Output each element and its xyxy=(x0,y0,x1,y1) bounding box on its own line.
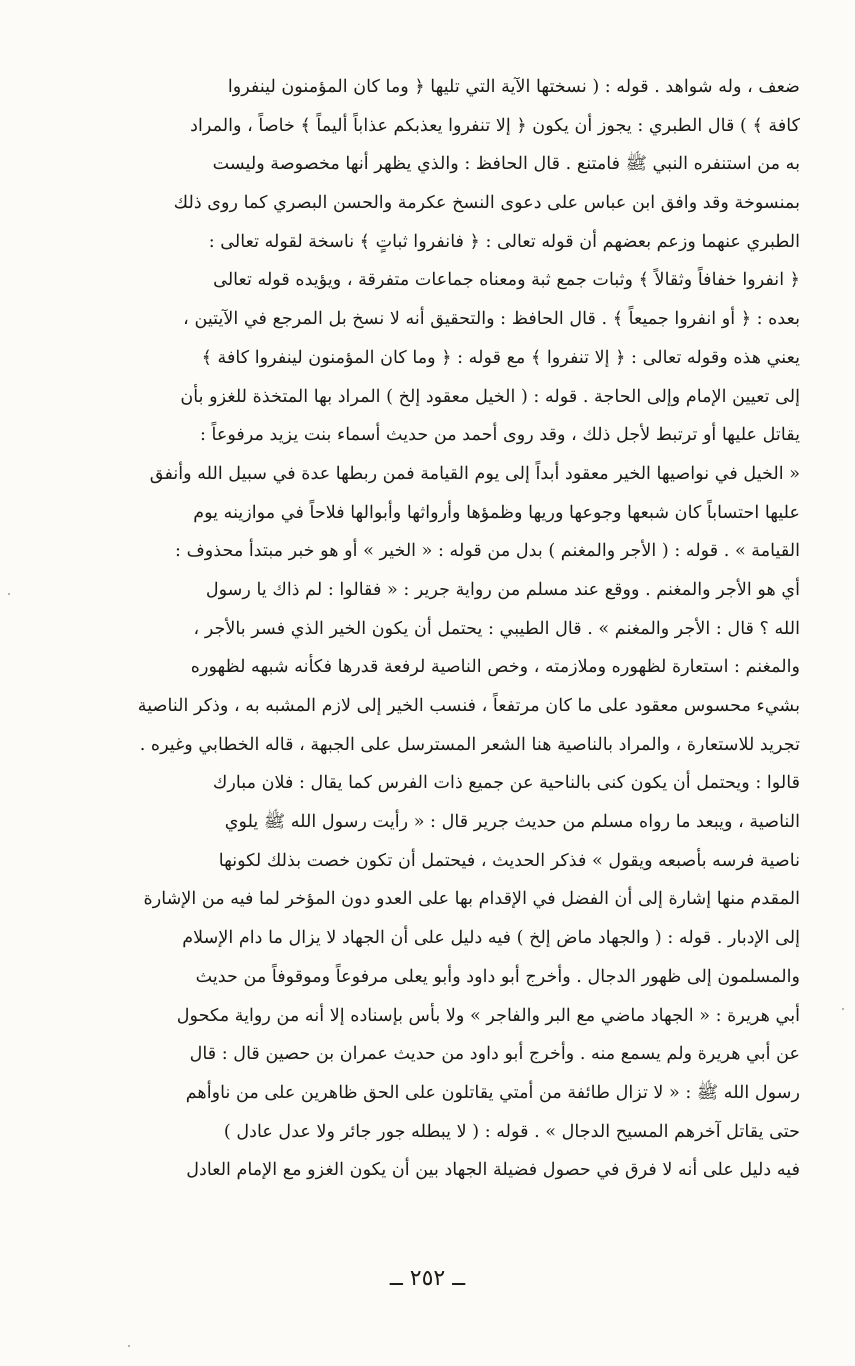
text-line: حتى يقاتل آخرهم المسيح الدجال » . قوله : ( لا يبطله جور جائر ولا عدل عادل ) xyxy=(223,1121,800,1142)
text-line: والمسلمون إلى ظهور الدجال . وأخرج أبو داود وأبو يعلى مرفوعاً وموقوفاً من حديث xyxy=(195,966,800,987)
text-line: بشيء محسوس معقود على ما كان مرتفعاً ، فنسب الخير إلى لازم المشبه به ، وذكر الناصية xyxy=(137,696,800,716)
text-line: ﴿ انفروا خفافاً وثقالاً ﴾ وثبات جمع ثبة ومعناه جماعات متفرقة ، ويؤيده قوله تعالى xyxy=(213,270,800,291)
text-line: ناصية فرسه بأصبعه ويقول » فذكر الحديث ، فيحتمل أن تكون خصت بذلك لكونها xyxy=(218,850,800,871)
text-line: تجريد للاستعارة ، والمراد بالناصية هنا الشعر المسترسل على الجبهة ، قاله الخطابي وغيره . xyxy=(139,734,800,755)
text-line: أبي هريرة : « الجهاد ماضي مع البر والفاجر » ولا بأس بإسناده إلا أنه من رواية مكحول xyxy=(176,1005,800,1026)
page-number: ــ ٢٥٢ ــ xyxy=(389,1266,466,1291)
text-line: بمنسوخة وقد وافق ابن عباس على دعوى النسخ عكرمة والحسن البصري كما روى ذلك xyxy=(173,193,800,214)
text-line: عن أبي هريرة ولم يسمع منه . وأخرج أبو داود من حديث عمران بن حصين قال : قال xyxy=(189,1044,800,1065)
text-line: القيامة » . قوله : ( الأجر والمغنم ) بدل من قوله : « الخير » أو هو خبر مبتدأ محذوف : xyxy=(175,541,800,562)
text-line: إلى الإدبار . قوله : ( والجهاد ماض إلخ ) فيه دليل على أن الجهاد لا يزال ما دام الإسلام xyxy=(182,928,800,949)
text-line: الناصية ، ويبعد ما رواه مسلم من حديث جرير قال : « رأيت رسول الله ﷺ يلوي xyxy=(224,812,800,833)
text-line: والمغنم : استعارة لظهوره وملازمته ، وخص الناصية لرفعة قدرها فكأنه شبهه لظهوره xyxy=(190,657,800,678)
text-line: يعني هذه وقوله تعالى : ﴿ إلا تنفروا ﴾ مع قوله : ﴿ وما كان المؤمنون لينفروا كافة ﴾ xyxy=(201,347,800,368)
text-line: فيه دليل على أنه لا فرق في حصول فضيلة الجهاد بين أن يكون الغزو مع الإمام العادل xyxy=(186,1160,800,1181)
scan-speck xyxy=(842,1008,844,1010)
text-line: ضعف ، وله شواهد . قوله : ( نسختها الآية التي تليها ﴿ وما كان المؤمنون لينفروا xyxy=(227,77,800,97)
text-line: الله ؟ قال : الأجر والمغنم » . قال الطيبي : يحتمل أن يكون الخير الذي فسر بالأجر ، xyxy=(193,618,800,639)
text-line: « الخيل في نواصيها الخير معقود أبداً إلى يوم القيامة فمن ربطها عدة في سبيل الله وأنفق xyxy=(149,463,800,484)
text-line: به من استنفره النبي ﷺ فامتنع . قال الحافظ : والذي يظهر أنها مخصوصة وليست xyxy=(212,154,800,175)
text-line: قالوا : ويحتمل أن يكون كنى بالناحية عن جميع ذات الفرس كما يقال : فلان مبارك xyxy=(212,773,800,794)
text-line: كافة ﴾ ) قال الطبري : يجوز أن يكون ﴿ إلا تنفروا يعذبكم عذاباً أليماً ﴾ خاصاً ، والمراد xyxy=(190,115,800,136)
text-line: المقدم منها إشارة إلى أن الفضل في الإقدام بها على العدو دون المؤخر لما فيه من الإشارة xyxy=(143,889,800,910)
text-line: أي هو الأجر والمغنم . ووقع عند مسلم من رواية جرير : « فقالوا : لم ذاك يا رسول xyxy=(205,579,800,600)
body-text xyxy=(100,68,800,1190)
scan-speck xyxy=(128,1345,130,1347)
text-line: عليها احتساباً كان شبعها وجوعها وريها وظمؤها وأرواثها وأبوالها فلاحاً في موازينه يوم xyxy=(193,502,800,523)
text-line: بعده : ﴿ أو انفروا جميعاً ﴾ . قال الحافظ : والتحقيق أنه لا نسخ بل المرجع في الآيتين ، xyxy=(183,309,800,330)
text-line: رسول الله ﷺ : « لا تزال طائفة من أمتي يقاتلون على الحق ظاهرين على من ناوأهم xyxy=(185,1082,800,1103)
scan-speck xyxy=(8,593,10,595)
text-line: إلى تعيين الإمام وإلى الحاجة . قوله : ( الخيل معقود إلخ ) المراد بها المتخذة للغزو بأن xyxy=(180,386,800,407)
text-line: الطبري عنهما وزعم بعضهم أن قوله تعالى : ﴿ فانفروا ثباتٍ ﴾ ناسخة لقوله تعالى : xyxy=(208,231,800,252)
text-line: يقاتل عليها أو ترتبط لأجل ذلك ، وقد روى أحمد من حديث أسماء بنت يزيد مرفوعاً : xyxy=(199,425,800,446)
